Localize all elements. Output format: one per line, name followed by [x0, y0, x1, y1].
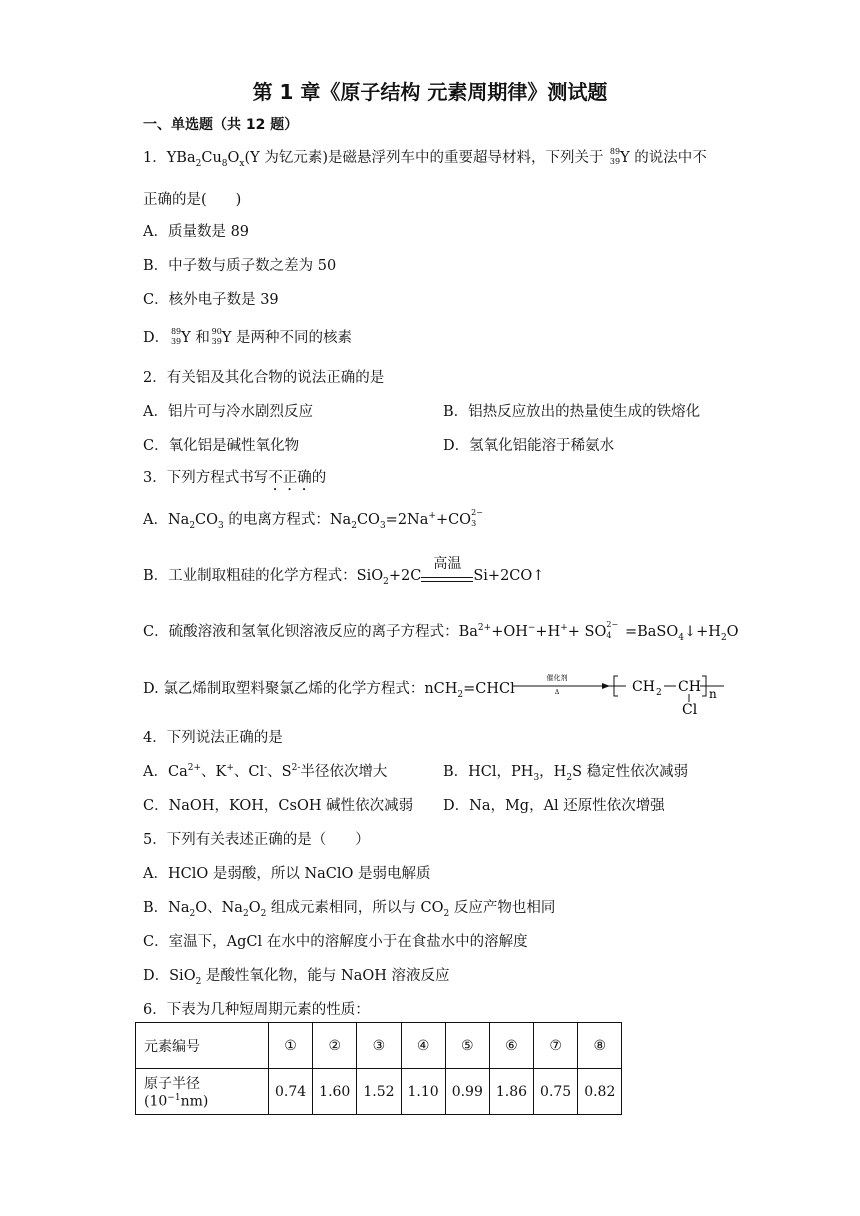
q4-option-b: B．HCl，$PH_3$，$H_2S$ 稳定性依次减弱: [443, 764, 689, 783]
element-id-cell: ⑥: [489, 1023, 533, 1069]
page-title: 第 1 章《原子结构 元素周期律》测试题: [252, 80, 608, 104]
ch2-group: CH: [632, 679, 655, 695]
q1-option-b: B．中子数与质子数之差为 50: [143, 258, 337, 274]
q5-option-a: A．HClO 是弱酸，所以 NaClO 是弱电解质: [143, 866, 431, 882]
q2-option-c: C．氧化铝是碱性氧化物: [143, 438, 300, 454]
element-properties-table: [135, 1022, 622, 1115]
element-id-cell: ②: [313, 1023, 357, 1069]
table-row: [136, 1069, 622, 1115]
element-id-cell: ③: [357, 1023, 401, 1069]
table-row: [136, 1023, 622, 1069]
svg-text:2: 2: [656, 688, 662, 698]
q5-option-c: C．室温下，AgCl 在水中的溶解度小于在食盐水中的溶解度: [143, 934, 528, 950]
q5-option-d: D．SiO$_2$ 是酸性氧化物，能与 NaOH 溶液反应: [143, 968, 450, 987]
isotope-notation: 89 39: [609, 147, 621, 166]
q2-stem: 2．有关铝及其化合物的说法正确的是: [143, 370, 385, 386]
q5-option-b: B．$Na_2O$、$Na_2O_2$ 组成元素相同，所以与 $CO_2$ 反应产物也相同: [143, 900, 556, 919]
q3-option-a: A．$Na_2CO_3$ 的电离方程式：$Na_2CO_3=2Na^++CO$ 2− 3: [143, 508, 483, 531]
row-label-atomic-radius: 原子半径$(10^{-1}nm)$: [136, 1069, 269, 1115]
radius-cell: 0.74: [269, 1069, 313, 1115]
q2-option-d: D．氢氧化铝能溶于稀氨水: [443, 438, 615, 454]
ch-group: CH: [678, 679, 701, 695]
q1-stem-line2: 正确的是( ): [143, 192, 242, 208]
q1-option-c: C．核外电子数是 39: [143, 292, 279, 308]
q1-stem: 1．$YBa_2Cu_8O_x(Y$ 为钇元素)是磁悬浮列车中的重要超导材料，下列关于 89 39 Y 的说法中不: [143, 147, 707, 169]
catalyst-label: 催化剂: [546, 674, 568, 682]
element-id-cell: ⑤: [445, 1023, 489, 1069]
element-id-cell: ①: [269, 1023, 313, 1069]
q3-stem: 3．下列方程式书写不正确的: [143, 470, 327, 486]
radius-cell: 1.60: [313, 1069, 357, 1115]
q2-option-a: A．铝片可与冷水剧烈反应: [143, 404, 313, 420]
q3-option-d: D. 氯乙烯制取塑料聚氯乙烯的化学方程式：nCH$_2$=CHCl: [143, 681, 515, 700]
radius-cell: 0.82: [578, 1069, 622, 1115]
q5-stem: 5．下列有关表述正确的是（ ）: [143, 832, 370, 848]
q1-option-a: A．质量数是 89: [143, 224, 250, 240]
degree-n: n: [709, 687, 717, 701]
polymerization-scheme: [510, 666, 730, 716]
q6-stem: 6．下表为几种短周期元素的性质：: [143, 1002, 370, 1018]
q2-option-b: B．铝热反应放出的热量使生成的铁熔化: [443, 404, 701, 420]
radius-cell: 1.52: [357, 1069, 401, 1115]
heat-label: Δ: [554, 689, 560, 696]
radius-cell: 1.10: [401, 1069, 445, 1115]
section-heading: 一、单选题（共 12 题）: [143, 117, 299, 133]
q4-option-d: D．Na，Mg，Al 还原性依次增强: [443, 798, 665, 814]
q1-option-d: D． 89 39 Y 和 90 39 Y 是两种不同的核素: [143, 327, 353, 346]
element-id-cell: ④: [401, 1023, 445, 1069]
q4-stem: 4．下列说法正确的是: [143, 730, 283, 746]
radius-cell: 0.75: [534, 1069, 578, 1115]
reaction-condition: 高温: [421, 573, 473, 582]
row-label-element-id: 元素编号: [136, 1023, 269, 1069]
element-id-cell: ⑦: [534, 1023, 578, 1069]
q3-option-b: B．工业制取粗硅的化学方程式：SiO$_2$+2C 高温 Si+2CO↑: [143, 556, 545, 587]
cl-substituent: Cl: [682, 702, 698, 716]
q4-option-a: A．$Ca^{2+}$、K+、Cl-、$S^{2-}$半径依次增大: [143, 763, 388, 780]
radius-cell: 0.99: [445, 1069, 489, 1115]
element-id-cell: ⑧: [578, 1023, 622, 1069]
q3-option-c: C．硫酸溶液和氢氧化钡溶液反应的离子方程式：$Ba^{2+}+OH^-+H^++$ SO 2− 4 $=BaSO_4↓+H_2O$: [143, 620, 739, 643]
radius-cell: 1.86: [489, 1069, 533, 1115]
q4-option-c: C．NaOH，KOH，CsOH 碱性依次减弱: [143, 798, 414, 814]
